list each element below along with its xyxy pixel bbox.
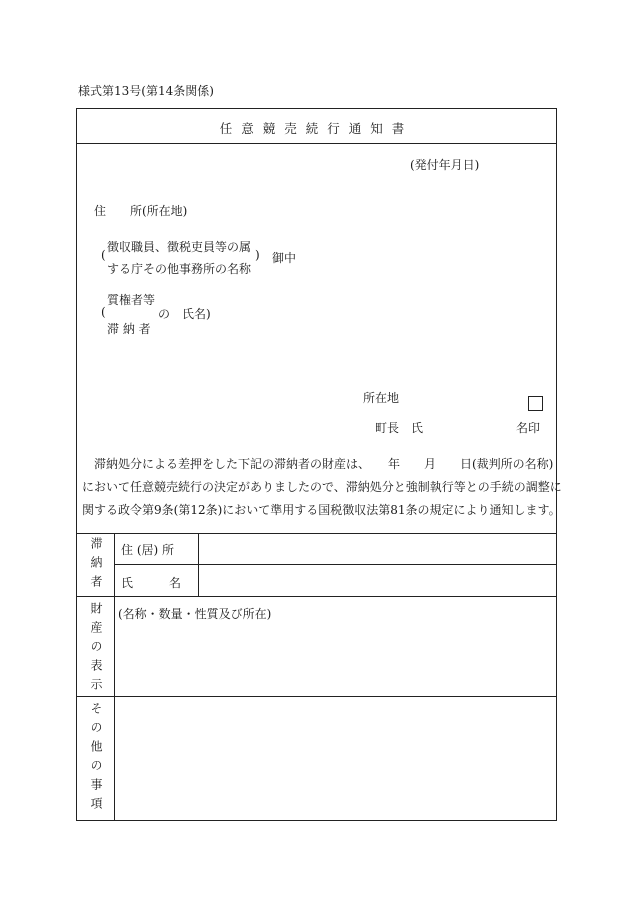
issue-date: (発付年月日): [410, 158, 480, 172]
header-column-divider: [114, 533, 115, 821]
name-field-value[interactable]: [199, 566, 555, 595]
form-title: 任意競売続行通知書: [219, 121, 414, 136]
office-paren-open: (: [101, 248, 106, 262]
property-header: 財産の表示: [89, 602, 103, 697]
mayor-label: 町長 氏: [375, 421, 424, 435]
office-name-line1: 徴収職員、徴税吏員等の属: [107, 240, 252, 254]
form-number: 様式第13号(第14条関係): [78, 84, 214, 98]
notice-line-2: において任意競売続行の決定がありましたので、滞納処分と強制執行等との手続の調整に: [82, 480, 562, 494]
sender-location-label: 所在地: [363, 391, 400, 405]
holder-name-suffix: の 氏名): [158, 307, 211, 321]
delinquent-header: 滞納者: [89, 537, 103, 594]
delinquent-section-divider: [77, 596, 556, 597]
honorific: 御中: [272, 251, 297, 265]
address-field-label: 住 (居) 所: [121, 543, 174, 557]
address-field-value[interactable]: [199, 535, 555, 563]
seal-label: 名印: [516, 421, 541, 435]
holder-paren-open: (: [101, 305, 106, 319]
property-hint: (名称・数量・性質及び所在): [118, 607, 272, 621]
other-matters-header: その他の事項: [89, 702, 103, 816]
seal-box: [528, 396, 543, 411]
notice-line-1: 滞納処分による差押をした下記の滞納者の財産は、 年 月 日(裁判所の名称): [94, 457, 554, 471]
table-top-divider: [77, 533, 556, 534]
address-label: 住 所(所在地): [94, 204, 188, 218]
title-divider: [77, 143, 556, 144]
office-name-line2: する庁その他事務所の名称: [107, 262, 252, 276]
holder-label: 質権者等: [107, 293, 156, 307]
address-row-divider: [114, 564, 556, 565]
delinquent-label: 滞 納 者: [107, 322, 151, 336]
notice-form: [76, 108, 562, 821]
property-section-divider: [77, 696, 556, 697]
notice-line-3: 関する政令第9条(第12条)において準用する国税徴収法第81条の規定により通知します。: [82, 503, 561, 517]
office-paren-close: ): [255, 248, 260, 262]
name-field-label: 氏 名: [121, 576, 182, 590]
